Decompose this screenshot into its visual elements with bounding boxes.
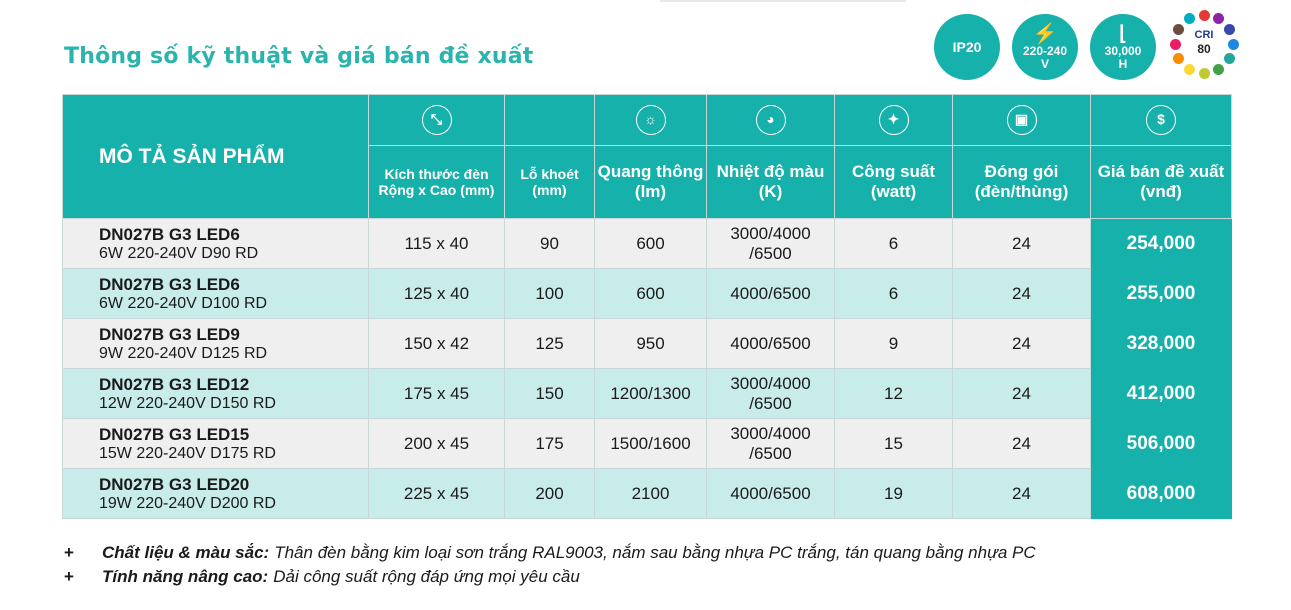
product-spec: 6W 220-240V D100 RD (99, 294, 268, 312)
note-row (64, 541, 1036, 565)
col-icon-cell (595, 95, 707, 146)
product-model: DN027B G3 LED6 (99, 274, 240, 294)
cell-cct: 3000/4000 /6500 (707, 419, 835, 469)
note-row (64, 565, 1036, 589)
cri-color-dot (1184, 13, 1195, 24)
product-model: DN027B G3 LED6 (99, 224, 240, 244)
col-header-size: Kích thước đèn Rộng x Cao (mm) (369, 146, 505, 219)
note-bullet: + (64, 567, 74, 586)
product-spec: 12W 220-240V D150 RD (99, 394, 276, 412)
col-icon-cell (369, 95, 505, 146)
col-icon-cell (707, 95, 835, 146)
top-divider (660, 0, 906, 2)
product-cell (63, 319, 369, 369)
cri-color-dot (1213, 13, 1224, 24)
cell-power: 12 (835, 369, 953, 419)
cell-size: 125 x 40 (369, 269, 505, 319)
product-spec: 9W 220-240V D125 RD (99, 344, 268, 362)
col-header-cct: Nhiệt độ màu (K) (707, 146, 835, 219)
lightning-icon: ⚡ (1032, 22, 1058, 45)
product-model: DN027B G3 LED9 (99, 324, 240, 344)
cell-lumen: 1200/1300 (595, 369, 707, 419)
box-icon: ▣ (1007, 105, 1037, 135)
bulb-icon: ✦ (879, 105, 909, 135)
cell-pack: 24 (953, 269, 1091, 319)
cell-size: 200 x 45 (369, 419, 505, 469)
cell-lumen: 950 (595, 319, 707, 369)
cell-power: 6 (835, 219, 953, 269)
product-cell (63, 469, 369, 519)
cri-value: 80 (1197, 42, 1211, 56)
notes (64, 541, 1036, 589)
cell-pack: 24 (953, 419, 1091, 469)
cell-size: 225 x 45 (369, 469, 505, 519)
cell-price: 608,000 (1091, 469, 1232, 519)
cell-power: 9 (835, 319, 953, 369)
cri-color-dot (1199, 10, 1210, 21)
table-row (63, 469, 1232, 519)
cri-badge (1168, 8, 1240, 80)
table-row (63, 319, 1232, 369)
cell-pack: 24 (953, 219, 1091, 269)
cri-color-dot (1224, 24, 1235, 35)
sun-icon: ☼ (636, 105, 666, 135)
col-header-power: Công suất (watt) (835, 146, 953, 219)
product-spec: 6W 220-240V D90 RD (99, 244, 259, 262)
cell-lumen: 600 (595, 269, 707, 319)
col-header-pack: Đóng gói (đèn/thùng) (953, 146, 1091, 219)
badge-line2: H (1118, 56, 1128, 71)
cri-color-dot (1173, 53, 1184, 64)
cell-power: 15 (835, 419, 953, 469)
badge-line1: 30,000 (1104, 43, 1142, 58)
note-bullet: + (64, 543, 74, 562)
cell-price: 412,000 (1091, 369, 1232, 419)
table-row (63, 419, 1232, 469)
cell-pack: 24 (953, 369, 1091, 419)
cell-pack: 24 (953, 319, 1091, 369)
cell-lumen: 2100 (595, 469, 707, 519)
col-icon-cell (953, 95, 1091, 146)
note-value: Thân đèn bằng kim loại sơn trắng RAL9003, nắm sau bằng nhựa PC trắng, tán quang bằng nhựa PC (274, 543, 1036, 562)
cell-size: 175 x 45 (369, 369, 505, 419)
col-header-lumen: Quang thông (lm) (595, 146, 707, 219)
note-value: Dải công suất rộng đáp ứng mọi yêu cầu (273, 567, 580, 586)
spec-badge (934, 14, 1000, 80)
col-icon-cell (1091, 95, 1232, 146)
spec-badge (1012, 14, 1078, 80)
note-key: Tính năng nâng cao: (102, 567, 269, 586)
spec-badge (1090, 14, 1156, 80)
cri-color-dot (1199, 68, 1210, 79)
palette-icon: ◕ (756, 105, 786, 135)
product-spec: 19W 220-240V D200 RD (99, 494, 276, 512)
cell-cct: 3000/4000 /6500 (707, 369, 835, 419)
product-cell (63, 219, 369, 269)
cri-color-dot (1224, 53, 1235, 64)
product-cell (63, 269, 369, 319)
cell-size: 150 x 42 (369, 319, 505, 369)
product-model: DN027B G3 LED20 (99, 474, 250, 494)
cell-cutout: 125 (505, 319, 595, 369)
cell-price: 328,000 (1091, 319, 1232, 369)
cell-price: 255,000 (1091, 269, 1232, 319)
product-description-header: MÔ TẢ SẢN PHẨM (63, 95, 369, 219)
cri-color-dot (1184, 64, 1195, 75)
product-model: DN027B G3 LED15 (99, 424, 250, 444)
dollar-icon: $ (1146, 105, 1176, 135)
cell-pack: 24 (953, 469, 1091, 519)
cell-price: 254,000 (1091, 219, 1232, 269)
page-title: Thông số kỹ thuật và giá bán đề xuất (64, 44, 534, 69)
cell-size: 115 x 40 (369, 219, 505, 269)
cri-label: CRI (1194, 29, 1214, 41)
cell-cct: 4000/6500 (707, 319, 835, 369)
badge-line1: IP20 (952, 38, 982, 55)
table-row (63, 369, 1232, 419)
spec-table (62, 94, 1232, 519)
table-row (63, 219, 1232, 269)
cell-cutout: 100 (505, 269, 595, 319)
dimensions-icon: ⤡ (422, 105, 452, 135)
cell-power: 19 (835, 469, 953, 519)
table-row (63, 269, 1232, 319)
cell-lumen: 1500/1600 (595, 419, 707, 469)
cell-power: 6 (835, 269, 953, 319)
col-header-price: Giá bán đề xuất (vnđ) (1091, 146, 1232, 219)
cri-color-dot (1170, 39, 1181, 50)
cell-cct: 4000/6500 (707, 469, 835, 519)
badge-line2: V (1040, 56, 1049, 71)
col-header-cutout: Lỗ khoét (mm) (505, 146, 595, 219)
hours-icon: ⌊ (1119, 22, 1127, 45)
cell-price: 506,000 (1091, 419, 1232, 469)
cri-color-dot (1213, 64, 1224, 75)
cell-cct: 3000/4000 /6500 (707, 219, 835, 269)
cell-cct: 4000/6500 (707, 269, 835, 319)
product-model: DN027B G3 LED12 (99, 374, 250, 394)
note-key: Chất liệu & màu sắc: (102, 543, 270, 562)
cell-cutout: 150 (505, 369, 595, 419)
col-icon-cell (505, 95, 595, 146)
cell-cutout: 200 (505, 469, 595, 519)
product-spec: 15W 220-240V D175 RD (99, 444, 276, 462)
product-cell (63, 419, 369, 469)
product-cell (63, 369, 369, 419)
badge-line1: 220-240 (1022, 43, 1068, 58)
cell-lumen: 600 (595, 219, 707, 269)
cell-cutout: 175 (505, 419, 595, 469)
col-icon-cell (835, 95, 953, 146)
cell-cutout: 90 (505, 219, 595, 269)
cri-color-dot (1173, 24, 1184, 35)
cri-color-dot (1228, 39, 1239, 50)
